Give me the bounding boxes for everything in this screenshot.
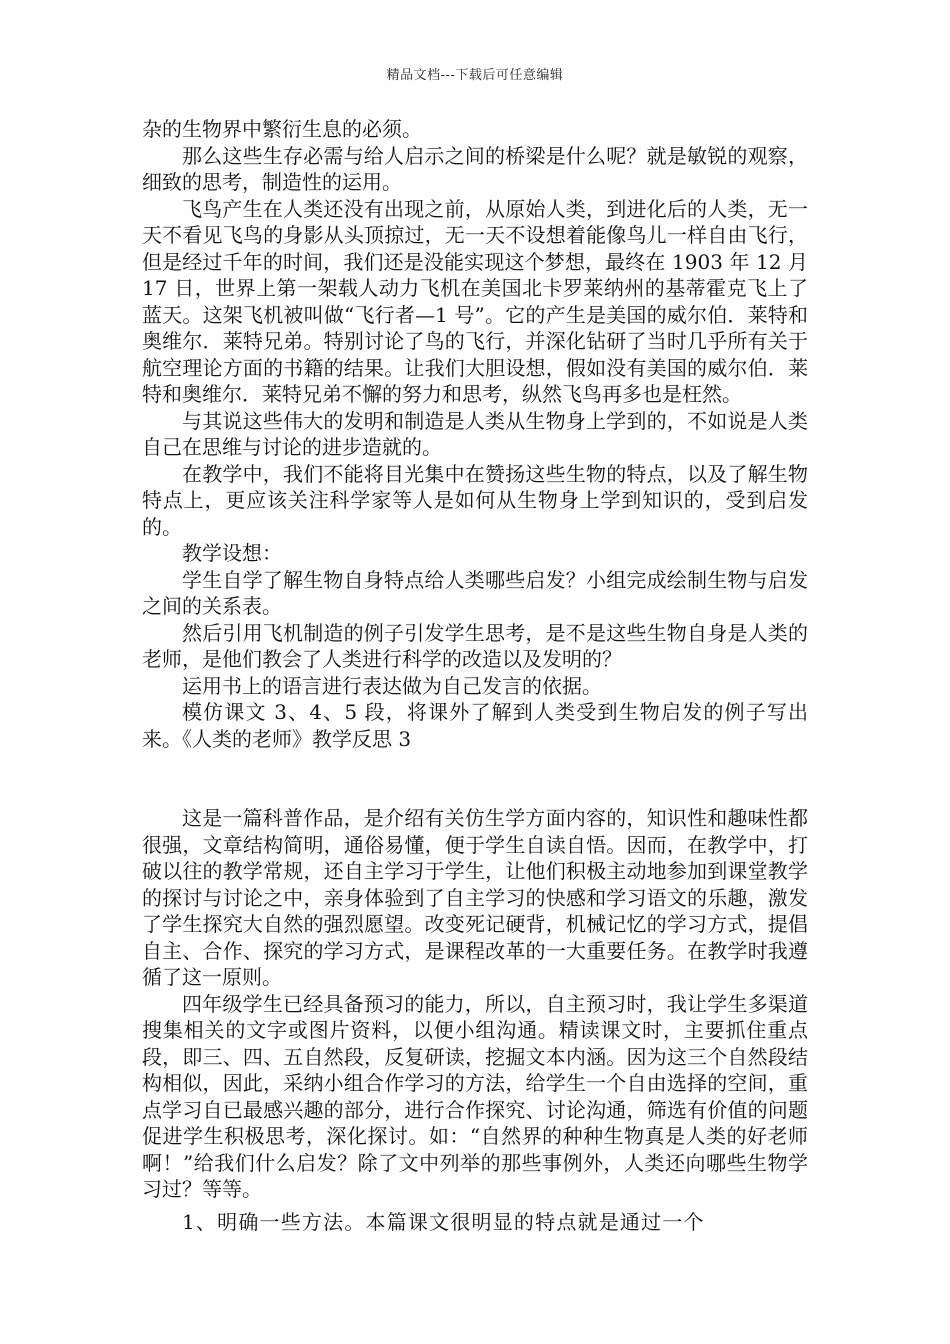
paragraph: 四年级学生已经具备预习的能力，所以，自主预习时，我让学生多渠道搜集相关的文字或图片资料，以便小组沟通。精读课文时，主要抓住重点段，即三、四、五自然段，反复研读，挖掘文本内涵。因为这三个自然段结构相似，因此，采纳小组合作学习的方法，给学生一个自由选择的空间，重点学习自已最感兴趣的部分，进行合作探究、讨论沟通，筛选有价值的问题促进学生积极思考，深化探讨。如：“自然界的种种生物真是人类的好老师啊！”给我们什么启发？除了文中列举的那些事例外，人类还向哪些生物学习过？等等。 bbox=[142, 991, 808, 1201]
paragraph: 模仿课文 3、4、5 段，将课外了解到人类受到生物启发的例子写出来。《人类的老师》教学反思 3 bbox=[142, 700, 808, 751]
paragraph: 杂的生物界中繁衍生息的必须。 bbox=[142, 117, 422, 141]
page-header: 精品文档---下载后可任意编辑 bbox=[386, 68, 564, 83]
document-body bbox=[142, 116, 808, 1235]
paragraph: 教学设想： bbox=[182, 541, 282, 565]
paragraph: 在教学中，我们不能将目光集中在赞扬这些生物的特点，以及了解生物特点上，更应该关注科学家等人是如何从生物身上学到知识的，受到启发的。 bbox=[142, 461, 808, 539]
paragraph: 1、明确一些方法。本篇课文很明显的特点就是通过一个 bbox=[182, 1209, 705, 1234]
paragraph: 这是一篇科普作品，是介绍有关仿生学方面内容的，知识性和趣味性都很强，文章结构简明，通俗易懂，便于学生自读自悟。因而，在教学中，打破以往的教学常规，还自主学习于学生，让他们积极主动地参加到课堂教学的探讨与讨论之中，亲身体验到了自主学习的快感和学习语文的乐趣，激发了学生探究大自然的强烈愿望。改变死记硬背，机械记忆的学习方式，提倡自主、合作、探究的学习方式，是课程改革的一大重要任务。在教学时我遵循了这一原则。 bbox=[142, 806, 808, 989]
paragraph: 运用书上的语言进行表达做为自己发言的依据。 bbox=[182, 673, 602, 698]
paragraph: 与其说这些伟大的发明和制造是人类从生物身上学到的，不如说是人类自己在思维与讨论的进步造就的。 bbox=[142, 408, 808, 459]
section-gap bbox=[142, 752, 808, 805]
paragraph: 学生自学了解生物自身特点给人类哪些启发？小组完成绘制生物与启发之间的关系表。 bbox=[142, 567, 808, 618]
paragraph: 然后引用飞机制造的例子引发学生思考，是不是这些生物自身是人类的老师，是他们教会了人类进行科学的改造以及发明的？ bbox=[142, 620, 808, 671]
paragraph: 飞鸟产生在人类还没有出现之前，从原始人类，到进化后的人类，无一天不看见飞鸟的身影从头顶掠过，无一天不设想着能像鸟儿一样自由飞行，但是经过千年的时间，我们还是没能实现这个梦想，最终在 1903 年 12 月 17 日，世界上第一架载人动力飞机在美国北卡罗莱纳州的基蒂霍克飞上了蓝天。这架飞机被叫做“飞行者—1 号”。它的产生是美国的威尔伯．莱特和奥维尔．莱特兄弟。特别讨论了鸟的飞行，并深化钻研了当时几乎所有关于航空理论方面的书籍的结果。让我们大胆设想，假如没有美国的威尔伯．莱特和奥维尔．莱特兄弟不懈的努力和思考，纵然飞鸟再多也是枉然。 bbox=[142, 196, 808, 406]
paragraph: 那么这些生存必需与给人启示之间的桥梁是什么呢？就是敏锐的观察，细致的思考，制造性的运用。 bbox=[142, 143, 808, 194]
